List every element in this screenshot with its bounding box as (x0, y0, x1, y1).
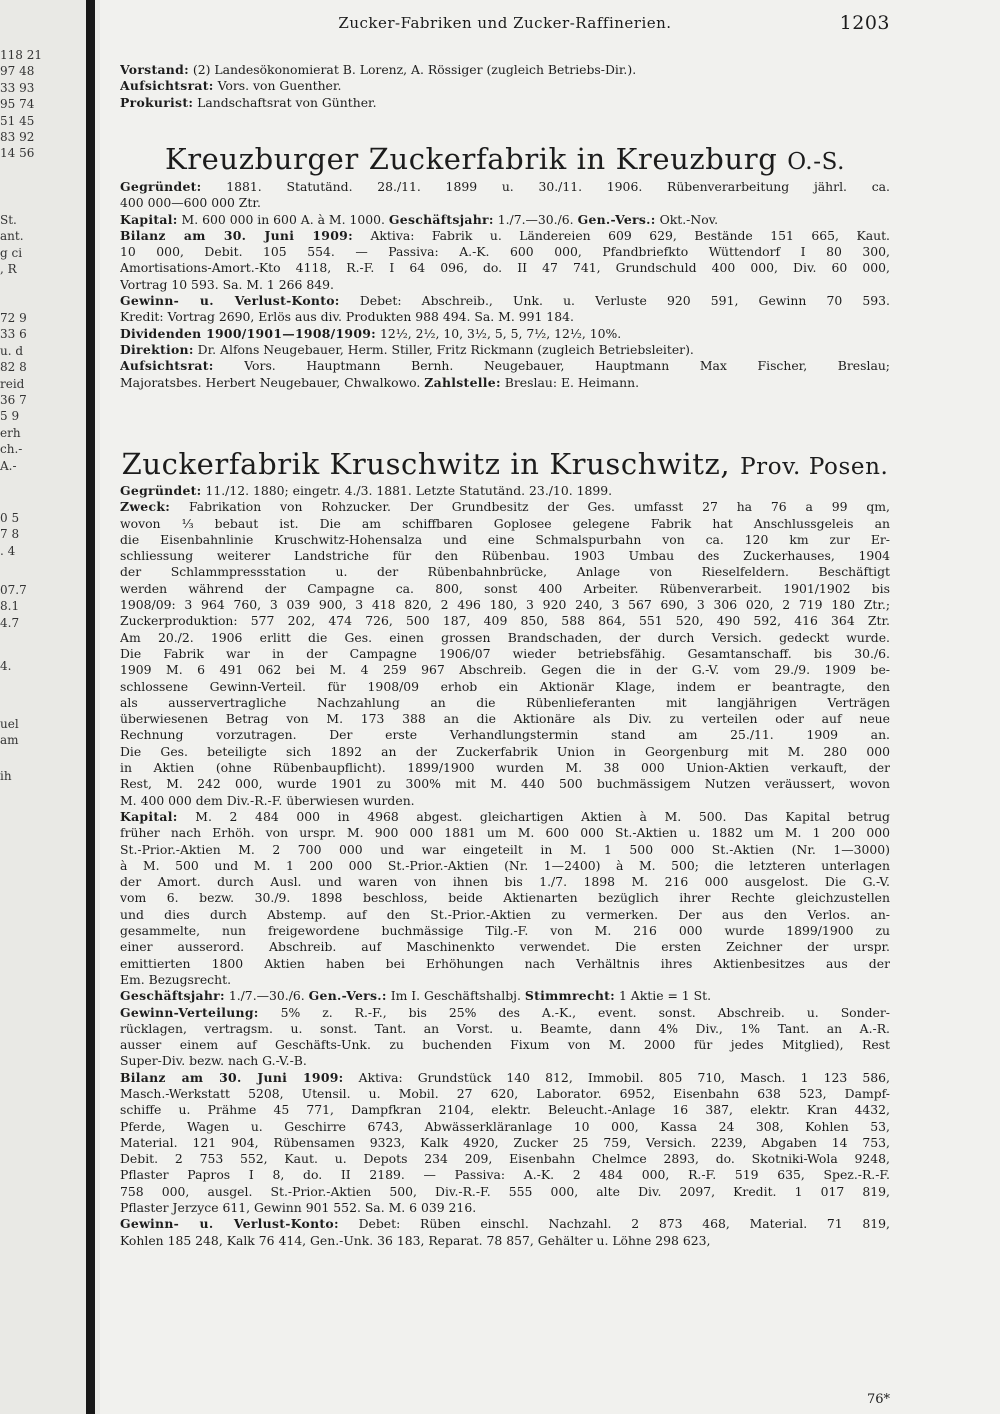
field-label: Vorstand: (120, 62, 189, 77)
field-text: (2) Landesökonomierat B. Lorenz, A. Rössiger (zugleich Betriebs-Dir.). (188, 62, 637, 77)
text-line (120, 842, 890, 858)
margin-fragment: 33 93 (0, 80, 35, 95)
text-line (120, 581, 890, 597)
field-text: ausser einem auf Geschäfts-Unk. zu buchenden Fixum von M. 2000 für jedes Mitglied), Rest (120, 1037, 890, 1053)
field-text: und dies durch Abstemp. auf den St.-Prior.-Aktien zu vermerken. Der aus den Verlos. an- (120, 906, 890, 922)
company-title-kruschwitz-location: Prov. Posen. (740, 454, 889, 480)
text-line (120, 760, 890, 776)
field-text: rücklagen, vertragsm. u. sonst. Tant. an Vorst. u. Beamte, dann 4% Div., 1% Tant. an A.-R. (120, 1020, 890, 1036)
text-line (120, 228, 890, 244)
field-text: schliessung weiterer Landstriche für den Rübenbau. 1903 Umbau des Zuckerhauses, 1904 (120, 548, 890, 564)
field-text: werden während der Campagne ca. 800, sonst 400 Arbeiter. Rübenverarbeit. 1901/1902 bis (120, 580, 890, 596)
text-line (120, 890, 890, 906)
text-line (120, 326, 890, 342)
entry-kreuzburg-lines (120, 179, 890, 391)
field-text: 10 000, Debit. 105 554. — Passiva: A.-K. 600 000, Pfandbriefkto Wüttendorf I 80 300, (120, 244, 890, 260)
text-line (120, 1086, 890, 1102)
document-page (120, 0, 890, 1414)
margin-fragment: 8.1 (0, 599, 20, 614)
text-line (120, 1167, 890, 1183)
field-label: Direktion: (120, 341, 194, 357)
text-line (120, 1200, 890, 1216)
entry-kruschwitz (120, 445, 890, 1249)
field-text: 1881. Statutänd. 28./11. 1899 u. 30./11. 1906. Rübenverarbeitung jährl. ca. (201, 179, 890, 194)
text-line (120, 744, 890, 760)
margin-fragment-group-2 (0, 212, 84, 278)
margin-fragment-group-3 (0, 310, 84, 474)
text-line (120, 1119, 890, 1135)
field-text: Okt.-Nov. (655, 211, 719, 227)
margin-fragment: A.- (0, 458, 17, 473)
margin-fragment-group-4 (0, 510, 84, 559)
entry-kreuzburg (120, 140, 890, 391)
text-line (120, 1233, 890, 1249)
field-label: Gewinn- u. Verlust-Konto: (120, 293, 340, 309)
text-line (120, 244, 890, 260)
text-line (120, 358, 890, 374)
text-line (120, 309, 890, 325)
field-text: Breslau: E. Heimann. (500, 374, 640, 390)
field-label: Bilanz am 30. Juni 1909: (120, 1069, 344, 1085)
field-text: St.-Prior.-Aktien M. 2 700 000 und war eingeteilt in M. 1 500 000 St.-Aktien (Nr. 1—3000) (120, 841, 890, 857)
text-line (120, 711, 890, 727)
margin-fragment: am (0, 733, 19, 748)
margin-fragment: g ci (0, 245, 23, 260)
field-text: in Aktien (ohne Rübenbaupflicht). 1899/1900 wurden M. 38 000 Union-Aktien verkauft, der (120, 760, 890, 776)
margin-fragment: 4.7 (0, 615, 20, 630)
field-text: 12½, 2½, 10, 3½, 5, 5, 7½, 12½, 10%. (376, 325, 622, 341)
company-title-kreuzburg-location: O.-S. (787, 149, 846, 175)
field-text: Amortisations-Amort.-Kto 4118, R.-F. I 64 096, do. II 47 741, Grundschuld 400 000, Div. 60 000, (120, 260, 890, 276)
text-line (120, 1216, 890, 1232)
field-text: Pferde, Wagen u. Geschirre 6743, Abwässerkläranlage 10 000, Kassa 24 308, Kohlen 53, (120, 1118, 890, 1134)
field-text: schlossene Gewinn-Verteil. für 1908/09 erhob ein Aktionär Klage, indem er beantragte, den (120, 678, 890, 694)
text-line (120, 375, 890, 391)
margin-fragment: ch.- (0, 442, 23, 457)
company-title-kruschwitz (120, 445, 890, 483)
text-line (120, 95, 890, 111)
field-text: Fabrikation von Rohzucker. Der Grundbesitz der Ges. umfasst 27 ha 76 a 99 qm, (170, 499, 890, 515)
field-label: Gewinn-Verteilung: (120, 1004, 259, 1020)
text-line (120, 516, 890, 532)
field-label: Prokurist: (120, 94, 194, 110)
text-line (120, 179, 890, 195)
field-text: schiffe u. Prähme 45 771, Dampfkran 2104, elektr. Beleucht.-Anlage 16 387, elektr. Kran 4432, (120, 1102, 890, 1118)
field-text: Zuckerproduktion: 577 202, 474 726, 500 187, 409 850, 588 864, 551 520, 490 592, 416 364 Ztr. (120, 613, 890, 629)
text-line (120, 858, 890, 874)
field-text: vom 6. bezw. 30./9. 1898 beschloss, beide Aktienarten bezüglich ihrer Rechte gleichzustellen (120, 890, 890, 906)
margin-fragment: 7 8 (0, 527, 20, 542)
field-label: Kapital: (120, 211, 178, 227)
text-line (120, 1151, 890, 1167)
field-text: Vortrag 10 593. Sa. M. 1 266 849. (120, 276, 334, 292)
text-line (120, 499, 890, 515)
text-line (120, 1005, 890, 1021)
text-line (120, 342, 890, 358)
field-text: einer ausserord. Abschreib. auf Maschinenkto verwendet. Die ersten Zeichner der urspr. (120, 939, 890, 955)
text-line (120, 809, 890, 825)
text-line (120, 548, 890, 564)
field-text: Debet: Rüben einschl. Nachzahl. 2 873 468, Material. 71 819, (338, 1216, 890, 1232)
field-label: Stimmrecht: (524, 988, 616, 1004)
field-text: Kredit: Vortrag 2690, Erlös aus div. Produkten 988 494. Sa. M. 991 184. (120, 309, 574, 325)
field-text: Landschaftsrat von Günther. (193, 94, 377, 110)
company-title-kreuzburg (120, 140, 890, 178)
field-text: Im I. Geschäftshalbj. (386, 988, 525, 1004)
field-text: 1908/09: 3 964 760, 3 039 900, 3 418 820, 2 496 180, 3 920 240, 3 567 690, 3 306 020, 2 719 180 Ztr.; (120, 597, 890, 613)
company-title-kreuzburg-name: Kreuzburger Zuckerfabrik in Kreuzburg (164, 142, 778, 176)
field-text: 758 000, ausgel. St.-Prior.-Aktien 500, Div.-R.-F. 555 000, alte Div. 2097, Kredit. 1 017 819, (120, 1183, 890, 1199)
margin-fragment: u. d (0, 343, 24, 358)
page-number: 1203 (839, 12, 890, 34)
field-text: Majoratsbes. Herbert Neugebauer, Chwalkowo. (120, 374, 425, 390)
field-text: Vors. Hauptmann Bernh. Neugebauer, Hauptmann Max Fischer, Breslau; (213, 358, 890, 374)
field-label: Aufsichtsrat: (120, 78, 214, 94)
margin-fragment: reid (0, 376, 25, 391)
field-text: der Schlammpressstation u. der Rübenbahnbrücke, Anlage von Rieselfeldern. Beschäftigt (120, 564, 890, 580)
field-label: Bilanz am 30. Juni 1909: (120, 227, 353, 243)
field-text: Debit. 2 753 552, Kaut. u. Depots 234 209, Eisenbahn Chelmce 2893, do. Skotniki-Wola 9248, (120, 1151, 890, 1167)
text-line (120, 695, 890, 711)
text-line (120, 212, 890, 228)
text-line (120, 1053, 890, 1069)
text-line (120, 874, 890, 890)
margin-fragment: 36 7 (0, 392, 27, 407)
margin-fragment: 83 92 (0, 129, 35, 144)
field-label: Gen.-Vers.: (577, 211, 656, 227)
field-text: Pflaster Papros I 8, do. II 2189. — Passiva: A.-K. 2 484 000, R.-F. 519 635, Spez.-R.-F. (120, 1167, 890, 1183)
text-line (120, 293, 890, 309)
field-text: Vors. von Guenther. (213, 78, 342, 94)
margin-fragment-group-1 (0, 47, 84, 162)
text-line (120, 923, 890, 939)
field-text: die Eisenbahnlinie Kruschwitz-Hohensalza und eine Schmalspurbahn von ca. 120 km zur Er- (120, 531, 890, 547)
margin-fragment: 95 74 (0, 97, 35, 112)
text-line (120, 564, 890, 580)
field-text: 1./7.—30./6. (493, 211, 578, 227)
text-line (120, 597, 890, 613)
book-binding-shadow (86, 0, 95, 1414)
top-section-lines (120, 62, 890, 111)
margin-fragment-group-7 (0, 716, 84, 749)
text-line (120, 1102, 890, 1118)
field-text: 11./12. 1880; eingetr. 4./3. 1881. Letzte Statutänd. 23./10. 1899. (201, 483, 613, 498)
margin-fragment: 51 45 (0, 113, 35, 128)
entry-kruschwitz-lines (120, 483, 890, 1249)
text-line (120, 679, 890, 695)
field-text: der Amort. durch Ausl. und waren von ihnen bis 1./7. 1898 M. 216 000 ausgelost. Die G.-V. (120, 874, 890, 890)
field-label: Geschäftsjahr: (388, 211, 494, 227)
text-line (120, 646, 890, 662)
field-text: M. 400 000 dem Div.-R.-F. überwiesen wurden. (120, 792, 415, 808)
field-text: Aktiva: Fabrik u. Ländereien 609 629, Bestände 151 665, Kaut. (352, 227, 890, 243)
field-label: Gen.-Vers.: (308, 988, 387, 1004)
margin-fragment: 0 5 (0, 511, 20, 525)
field-text: Die Fabrik war in der Campagne 1906/07 wieder betriebsfähig. Gesamtanschaff. bis 30./6. (120, 645, 890, 661)
field-text: Debet: Abschreib., Unk. u. Verluste 920 591, Gewinn 70 593. (339, 293, 890, 309)
field-label: Aufsichtsrat: (120, 358, 214, 374)
text-line (120, 1070, 890, 1086)
field-text: à M. 500 und M. 1 200 000 St.-Prior.-Aktien (Nr. 1—2400) à M. 500; die letzteren unterlagen (120, 857, 890, 873)
field-text: Em. Bezugsrecht. (120, 971, 232, 987)
field-label: Zweck: (120, 499, 171, 515)
text-line (120, 956, 890, 972)
margin-fragment: St. (0, 213, 17, 227)
text-line (120, 260, 890, 276)
field-label: Geschäftsjahr: (120, 988, 225, 1004)
text-line (120, 532, 890, 548)
margin-fragment: 82 8 (0, 360, 27, 375)
text-line (120, 78, 890, 94)
field-text: überwiesenen Betrag von M. 173 388 an die Aktionäre als Div. zu verteilen oder auf neue (120, 711, 890, 727)
field-text: Die Ges. beteiligte sich 1892 an der Zuckerfabrik Union in Georgenburg mit M. 280 000 (120, 743, 890, 759)
adjacent-page-edge (0, 0, 100, 1414)
field-text: M. 2 484 000 in 4968 abgest. gleichartigen Aktien à M. 500. Das Kapital betrug (177, 808, 890, 824)
field-text: Kohlen 185 248, Kalk 76 414, Gen.-Unk. 36 183, Reparat. 78 857, Gehälter u. Löhne 298 623, (120, 1232, 711, 1248)
text-line (120, 988, 890, 1004)
field-label: Gewinn- u. Verlust-Konto: (120, 1216, 339, 1232)
text-line (120, 1037, 890, 1053)
field-text: Dr. Alfons Neugebauer, Herm. Stiller, Fritz Rickmann (zugleich Betriebsleiter). (193, 341, 694, 357)
margin-fragment: ih (0, 769, 12, 783)
field-text: M. 600 000 in 600 A. à M. 1000. (177, 211, 389, 227)
text-line (120, 1135, 890, 1151)
text-line (120, 825, 890, 841)
field-text: Aktiva: Grundstück 140 812, Immobil. 805 710, Masch. 1 123 586, (343, 1069, 890, 1085)
text-line (120, 613, 890, 629)
field-text: emittierten 1800 Aktien haben bei Erhöhungen nach Verhältnis ihres Aktienbesitzes aus der (120, 955, 890, 971)
field-label: Zahlstelle: (424, 374, 501, 390)
margin-fragment: 97 48 (0, 64, 35, 79)
field-label: Gegründet: (120, 483, 202, 498)
field-text: Pflaster Jerzyce 611, Gewinn 901 552. Sa. M. 6 039 216. (120, 1200, 477, 1216)
field-text: 1./7.—30./6. (224, 988, 309, 1004)
field-label: Gegründet: (120, 179, 202, 194)
margin-fragment-group-5 (0, 582, 84, 631)
text-line (120, 972, 890, 988)
margin-fragment: 14 56 (0, 146, 35, 161)
margin-fragment-group-6 (0, 658, 84, 674)
text-line (120, 907, 890, 923)
margin-fragment: ant. (0, 229, 24, 244)
margin-fragment-group-8 (0, 768, 84, 784)
field-text: gesammelte, nun freigewordene buchmässige Tilg.-F. von M. 216 000 wurde 1899/1900 zu (120, 923, 890, 939)
text-line (120, 776, 890, 792)
company-title-kruschwitz-name: Zuckerfabrik Kruschwitz in Kruschwitz, (121, 447, 731, 481)
field-text: 5% z. R.-F., bis 25% des A.-K., event. sonst. Abschreib. u. Sonder- (258, 1004, 890, 1020)
signature-mark: 76* (866, 1392, 890, 1407)
text-line (120, 727, 890, 743)
field-text: 1 Aktie = 1 St. (615, 988, 712, 1004)
text-line (120, 662, 890, 678)
text-line (120, 793, 890, 809)
text-line (120, 939, 890, 955)
field-text: als ausservertragliche Nachzahlung an die Rübenlieferanten mit langjährigen Verträgen (120, 694, 890, 710)
margin-fragment: 118 21 (0, 48, 42, 62)
margin-fragment: 33 6 (0, 327, 27, 342)
text-line (120, 483, 890, 499)
margin-fragment: , R (0, 262, 17, 277)
margin-fragment: 07.7 (0, 583, 27, 597)
field-text: Rest, M. 242 000, wurde 1901 zu 300% mit M. 440 500 buchmässigem Nutzen veräussert, wovon (120, 776, 890, 792)
text-line (120, 630, 890, 646)
field-text: Material. 121 904, Rübensamen 9323, Kalk 4920, Zucker 25 759, Versich. 2239, Abgaben 14 753, (120, 1134, 890, 1150)
field-text: 1909 M. 6 491 062 bei M. 4 259 967 Abschreib. Gegen die in der G.-V. vom 29./9. 1909 be- (120, 662, 890, 678)
running-title: Zucker-Fabriken und Zucker-Raffinerien. (338, 14, 672, 32)
field-text: Rechnung vorzutragen. Der erste Verhandlungstermin stand am 25./11. 1909 an. (120, 727, 890, 743)
margin-fragment: 72 9 (0, 311, 27, 325)
field-text: wovon ⅓ bebaut ist. Die am schiffbaren Goplosee gelegene Fabrik hat Anschlussgeleis an (120, 515, 890, 531)
text-line (120, 62, 890, 78)
margin-fragment: uel (0, 717, 19, 731)
field-text: Super-Div. bezw. nach G.-V.-B. (120, 1053, 307, 1069)
margin-fragment: erh (0, 425, 21, 440)
top-section (120, 62, 890, 111)
field-text: früher nach Erhöh. von urspr. M. 900 000 1881 um M. 600 000 St.-Aktien u. 1882 um M. 1 200 000 (120, 825, 890, 841)
field-label: Dividenden 1900/1901—1908/1909: (120, 325, 377, 341)
text-line (120, 1021, 890, 1037)
text-line (120, 277, 890, 293)
field-text: Am 20./2. 1906 erlitt die Ges. einen grossen Brandschaden, der durch Versich. gedeckt wurde. (120, 629, 890, 645)
running-head (120, 12, 890, 36)
text-line (120, 195, 890, 211)
text-line (120, 1184, 890, 1200)
field-text: 400 000—600 000 Ztr. (120, 195, 261, 211)
margin-fragment: . 4 (0, 543, 16, 558)
field-label: Kapital: (120, 808, 178, 824)
field-text: Masch.-Werkstatt 5208, Utensil. u. Mobil. 27 620, Laborator. 6952, Eisenbahn 638 523, Dampf- (120, 1085, 890, 1101)
margin-fragment: 5 9 (0, 409, 20, 424)
margin-fragment: 4. (0, 659, 12, 673)
